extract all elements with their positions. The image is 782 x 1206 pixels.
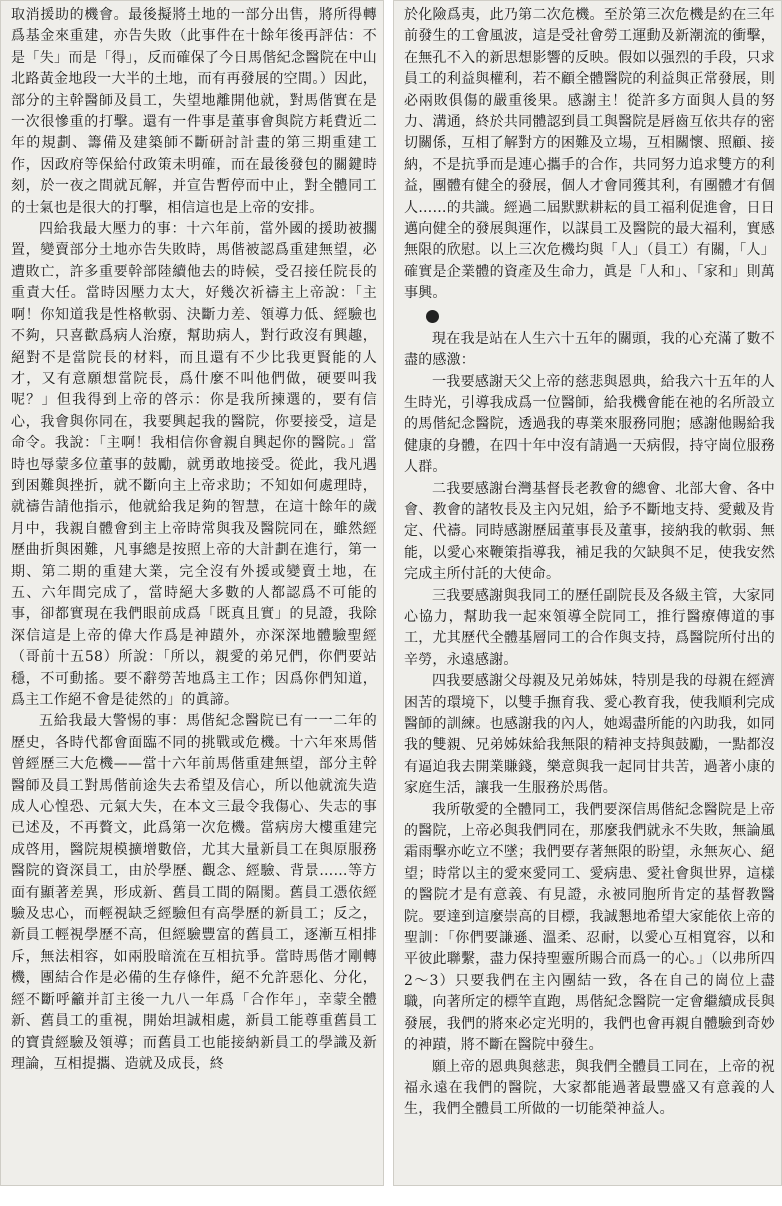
left-paragraph-continued: 取消援助的機會。最後擬將土地的一部分出售，將所得轉爲基金來重建，亦告失敗（此事件在十餘年後再評估：不是「失」而是「得」，反而確保了今日馬偕紀念醫院在中山北路黃金地段一大半的土地，而有再發展的空間。）因此，部分的主幹醫師及員工，失望地離開他就，對馬偕實在是一次很慘重的打擊。還有一件事是董事會與院方耗費近二年的規劃、籌備及建築師不斷研討計畫的第三期重建工作，因政府等保給付政策未明確，而在最後發包的關鍵時刻，於一夜之間就瓦解，并宣告暫停而中止，對全體同工的士氣也是很大的打擊，相信這也是上帝的安排。 bbox=[11, 7, 377, 216]
left-clipping bbox=[0, 0, 384, 1186]
right-column-text bbox=[404, 5, 775, 1181]
right-paragraph-thanks-god: 一我要感謝天父上帝的慈悲與恩典，給我六十五年的人生時光，引導我成爲一位醫師，給我機會能在祂的名所設立的馬偕紀念醫院，透過我的專業來服務同胞；感謝他賜給我健康的身體，在四十年中沒有請過一天病假，持守崗位服務人群。 bbox=[404, 373, 775, 476]
left-column-text bbox=[11, 5, 377, 1181]
bullet-dot-icon bbox=[426, 310, 439, 323]
right-paragraph-intro: 現在我是站在人生六十五年的關頭，我的心充滿了數不盡的感激： bbox=[404, 330, 775, 369]
right-paragraph-thanks-church: 二我要感謝台灣基督長老教會的總會、北部大會、各中會、教會的諸牧長及主內兄姐，給予不斷地支持、愛戴及肯定、代禱。同時感謝歷屆董事長及董事，接納我的軟弱、無能，以愛心來鞭策指導我，補足我的欠缺與不足，使我安然完成主所付託的大使命。 bbox=[404, 480, 775, 583]
right-paragraph-crisis: 於化險爲夷，此乃第二次危機。至於第三次危機是約在三年前發生的工會風波，這是受社會勞工運動及新潮流的衝擊，在無孔不入的新思想影響的反映。假如以强烈的手段，只求員工的利益與權利，若不顧全體醫院的利益與正常發展，則必兩敗俱傷的嚴重後果。感謝主！從許多方面與人員的努力、溝通，終於共同體認到員工與醫院是唇齒互依共存的密切關係，互相了解對方的困難及立場，互相關懷、照顧、接納，不是抗爭而是連心攜手的合作，共同努力追求雙方的利益，團體有健全的發展，個人才會同獲其利，有團體才有個人……的共識。經過二屆默默耕耘的員工福利促進會，日日邁向健全的發展與運作，以謀員工及醫院的最大福利，實感無限的欣慰。以上三次危機均與「人」（員工）有關，「人」確實是企業體的資產及生命力，眞是「人和」、「家和」則萬事興。 bbox=[404, 7, 775, 302]
right-paragraph-thanks-staff: 三我要感謝與我同工的歷任副院長及各級主管，大家同心協力，幫助我一起來領導全院同工，推行醫療傳道的事工，尤其歷代全體基層同工的合作與支持，爲醫院所付出的辛勞，永遠感謝。 bbox=[404, 587, 775, 668]
left-paragraph-pressure: 四給我最大壓力的事：十六年前，當外國的援助被擱置，變賣部分土地亦告失敗時，馬偕被認爲重建無望，必遭敗亡，許多重要幹部陸續他去的時候，受召接任院長的重責大任。當時因壓力太大，好幾次祈禱主上帝說：「主啊！你知道我是性格軟弱、決斷力差、領導力低、經驗也不夠，只喜歡爲病人治療，幫助病人，對行政沒有興趣，絕對不是當院長的材料，而且還有不少比我更賢能的人才，又有意願想當院長，爲什麼不叫他們做，硬要叫我呢？」但我得到上帝的啓示：你是我所揀選的，要有信心，我會與你同在，我要興起我的醫院，你要接受，這是命令。我說：「主啊！我相信你會親自興起你的醫院。」當時也辱蒙多位董事的鼓勵，就勇敢地接受。從此，我凡遇到困難與挫折，就不斷向主上帝求助；不知如何處理時，就禱告請他指示，他就給我足夠的智慧，在這十餘年的歲月中，我親自體會到主上帝時常與我及醫院同在，雖然經歷曲折與困難，凡事總是按照上帝的大計劃在進行，第一期、第二期的重建大業，完全沒有外援或變賣土地，在五、六年間完成了，當時絕大多數的人都認爲不可能的事，卻都實現在我們眼前成爲「既真且實」的見證，我除深信這是上帝的偉大作爲是神蹟外，亦深深地體驗聖經（哥前十五58）所說：「所以，親愛的弟兄們，你們要站穩，不可動搖。要不辭勞苦地爲主工作；因爲你們知道，爲主工作絕不會是徒然的」的眞諦。 bbox=[11, 221, 377, 708]
right-clipping bbox=[393, 0, 782, 1186]
right-paragraph-thanks-family: 四我要感謝父母親及兄弟姊妹，特別是我的母親在經濟困苦的環境下，以雙手撫育我、愛心教育我，使我順利完成醫師的訓練。也感謝我的內人，她竭盡所能的內助我，如同我的雙親、兄弟姊妹給我無限的精神支持與鼓勵，一點都沒有逼迫我去開業賺錢，樂意與我一起同甘共苦，過著小康的家庭生活，讓我一生服務於馬偕。 bbox=[404, 673, 775, 797]
right-paragraph-exhortation: 我所敬愛的全體同工，我們要深信馬偕紀念醫院是上帝的醫院，上帝必與我們同在，那麼我們就永不失敗，無論風霜雨擊亦屹立不墜；我們要存著無限的盼望，永無灰心、絕望；時常以主的愛來愛同工、愛病患、愛社會與世界，這樣的醫院才是有意義、有見證，永被同胞所肯定的基督教醫院。要達到這麼崇高的目標，我誠懇地希望大家能依上帝的聖訓：「你們要謙遜、溫柔、忍耐，以愛心互相寬容，以和平彼此聯繫，盡力保持聖靈所賜合而爲一的心。」（以弗所四2～3）只要我們在主內團結一致，各在自己的崗位上盡職，向著所定的標竿直跑，馬偕紀念醫院一定會繼續成長與發展，我們的將來必定光明的，我們也會再親自體驗到奇妙的神蹟，將不斷在醫院中發生。 bbox=[404, 801, 775, 1054]
left-paragraph-warning: 五給我最大警惕的事：馬偕紀念醫院已有一一二年的歷史，各時代都會面臨不同的挑戰或危機。十六年來馬偕曾經歷三大危機——當十六年前馬偕重建無望，部分主幹醫師及員工對馬偕前途失去希望及信心，所以他就流失造成人心惶恐、元氣大失，在本文三最令我傷心、失志的事已述及，不再贅文，此爲第一次危機。當病房大樓重建完成啓用，醫院規模擴增數倍，尤其大量新員工在與原服務醫院的資深員工，由於學歷、觀念、經驗、背景……等方面有顯著差異，形成新、舊員工間的隔閡。舊員工憑依經驗及忠心，而輕視缺乏經驗但有高學歷的新員工；反之，新員工輕視學歷不高，但經驗豐富的舊員工，逐漸互相排斥，無法相容，如兩股暗流在互相抗爭。當時馬偕才剛轉機，團結合作是必備的生存條件，絕不允許惡化、分化，經不斷呼籲并訂主後一九八一年爲「合作年」，幸蒙全體新、舊員工的重視，開始坦誠相處，新員工能尊重舊員工的寶貴經驗及領導；而舊員工也能接納新員工的學識及新理論，互相提攜、造就及成長，終 bbox=[11, 713, 377, 1072]
right-paragraph-blessing: 願上帝的恩典與慈悲，與我們全體員工同在，上帝的祝福永遠在我們的醫院，大家都能過著最豐盛又有意義的人生，我們全體員工所做的一切能榮神益人。 bbox=[404, 1058, 775, 1118]
